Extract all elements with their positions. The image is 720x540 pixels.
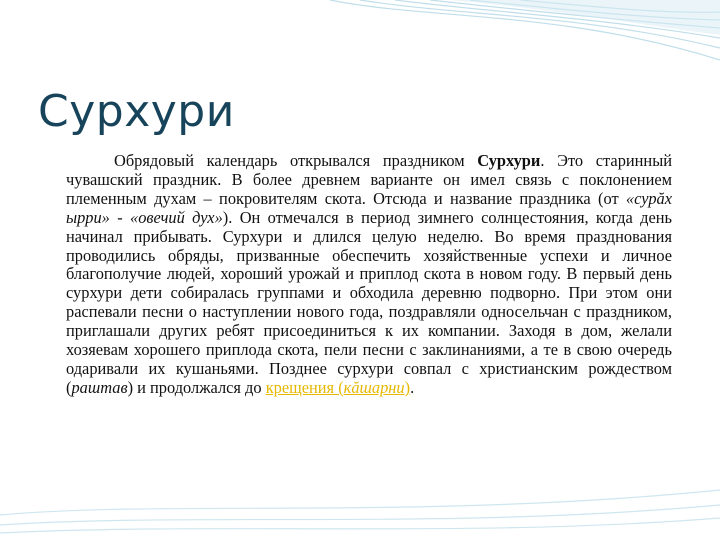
body-part-1: Обрядовый календарь открывался праздником [114,151,478,170]
kreshchenie-link[interactable]: крещения (кăшарни) [265,377,411,397]
slide-title: Сурхури [38,86,235,137]
body-text [66,152,672,398]
body-part-5: . [410,377,415,397]
holiday-name-bold: Сурхури [477,151,541,170]
body-part-3: ). Он отмечался в период зимнего солнцестояния, когда день начинал прибывать. Сурхури и длился целую неделю. Во время празднования проводились обряды, призванные обеспечить хозяйственные успехи и личное благополучие людей, хороший урожай и приплод скота в новом году. В первый день сурхури дети собиралась группами и обходила деревню подворно. При этом они распевали песни о наступлении нового года, поздравляли односельчан с праздником, приглашали других ребят присоединиться к их компании. Заходя в дом, желали хозяевам хорошего приплода скота, пели песни с заклинаниями, а те в свою очередь одаривали их кушаньями. Позднее сурхури совпал с христианским рождеством ( [66,207,672,397]
etymology-italic: «сурăх ырри» - «овечий дух» [66,188,672,227]
rashtav-italic: раштав [71,377,128,397]
body-part-4: ) и продолжался до [127,377,266,397]
body-part-2: . Это старинный чувашский праздник. В более древнем варианте он имел связь с поклонением племенным духам – покровителям скота. Отсюда и название праздника (от [66,151,672,208]
